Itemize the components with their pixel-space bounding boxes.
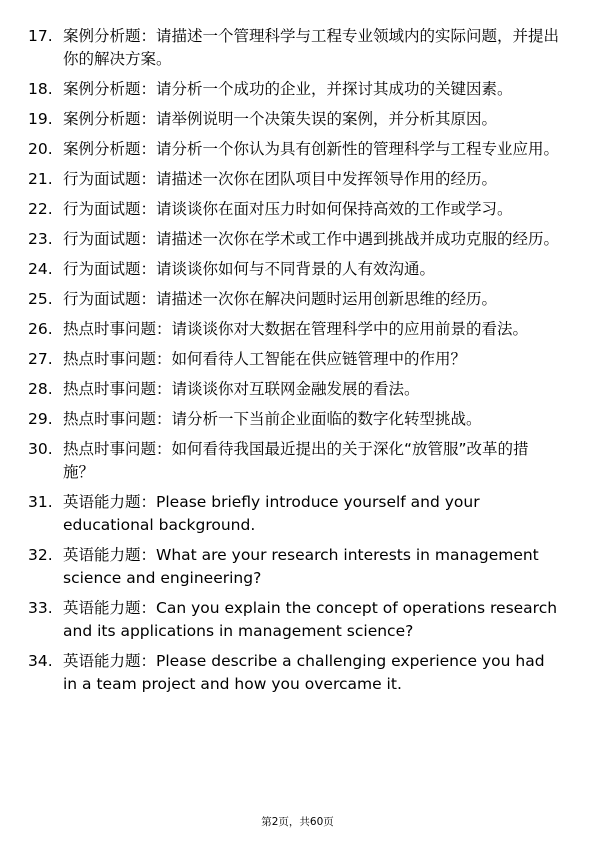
- item-text: 英语能力题：What are your research interests in management science and engineering?: [63, 546, 539, 587]
- item-number: 21.: [28, 170, 53, 188]
- item-number: 23.: [28, 230, 53, 248]
- item-text: 英语能力题：Can you explain the concept of operations research and its applications in management science?: [63, 599, 558, 640]
- page-number-footer: 第2页，共60页: [261, 816, 334, 828]
- item-number: 26.: [28, 320, 53, 338]
- item-number: 27.: [28, 350, 53, 368]
- list-item: [0, 228, 595, 251]
- list-item: [0, 491, 595, 537]
- item-text: 英语能力题：Please describe a challenging experience you had in a team project and how you overcame it.: [63, 652, 545, 693]
- item-text: 案例分析题：请举例说明一个决策失误的案例，并分析其原因。: [63, 110, 498, 128]
- list-item: [0, 650, 595, 696]
- item-text: 行为面试题：请描述一次你在团队项目中发挥领导作用的经历。: [63, 170, 498, 188]
- item-number: 25.: [28, 290, 53, 308]
- list-item: [0, 544, 595, 590]
- item-text: 热点时事问题：请谈谈你对大数据在管理科学中的应用前景的看法。: [63, 320, 529, 338]
- list-item: [0, 318, 595, 341]
- item-number: 33.: [28, 599, 53, 617]
- item-number: 30.: [28, 440, 53, 458]
- list-item: [0, 288, 595, 311]
- item-text: 英语能力题：Please briefly introduce yourself and your educational background.: [63, 493, 480, 534]
- item-number: 34.: [28, 652, 53, 670]
- item-text: 案例分析题：请分析一个你认为具有创新性的管理科学与工程专业应用。: [63, 140, 560, 158]
- item-text: 案例分析题：请分析一个成功的企业，并探讨其成功的关键因素。: [63, 80, 513, 98]
- item-number: 20.: [28, 140, 53, 158]
- list-item: [0, 378, 595, 401]
- item-number: 32.: [28, 546, 53, 564]
- item-text: 案例分析题：请描述一个管理科学与工程专业领域内的实际问题，并提出你的解决方案。: [63, 27, 560, 68]
- list-item: [0, 438, 595, 484]
- list-item: [0, 78, 595, 101]
- item-number: 19.: [28, 110, 53, 128]
- item-number: 22.: [28, 200, 53, 218]
- list-item: [0, 348, 595, 371]
- list-item: [0, 258, 595, 281]
- item-number: 31.: [28, 493, 53, 511]
- item-text: 行为面试题：请谈谈你在面对压力时如何保持高效的工作或学习。: [63, 200, 513, 218]
- item-text: 行为面试题：请谈谈你如何与不同背景的人有效沟通。: [63, 260, 436, 278]
- list-item: [0, 25, 595, 71]
- item-text: 热点时事问题：请分析一下当前企业面临的数字化转型挑战。: [63, 410, 482, 428]
- item-number: 28.: [28, 380, 53, 398]
- list-item: [0, 108, 595, 131]
- list-item: [0, 408, 595, 431]
- item-text: 热点时事问题：如何看待人工智能在供应链管理中的作用？: [63, 350, 467, 368]
- item-number: 29.: [28, 410, 53, 428]
- item-text: 行为面试题：请描述一次你在解决问题时运用创新思维的经历。: [63, 290, 498, 308]
- item-number: 24.: [28, 260, 53, 278]
- item-number: 17.: [28, 27, 53, 45]
- item-text: 热点时事问题：如何看待我国最近提出的关于深化“放管服”改革的措施？: [63, 440, 529, 481]
- item-text: 热点时事问题：请谈谈你对互联网金融发展的看法。: [63, 380, 420, 398]
- question-list: [0, 25, 595, 703]
- item-text: 行为面试题：请描述一次你在学术或工作中遇到挑战并成功克服的经历。: [63, 230, 560, 248]
- list-item: [0, 198, 595, 221]
- item-number: 18.: [28, 80, 53, 98]
- list-item: [0, 168, 595, 191]
- list-item: [0, 138, 595, 161]
- list-item: [0, 597, 595, 643]
